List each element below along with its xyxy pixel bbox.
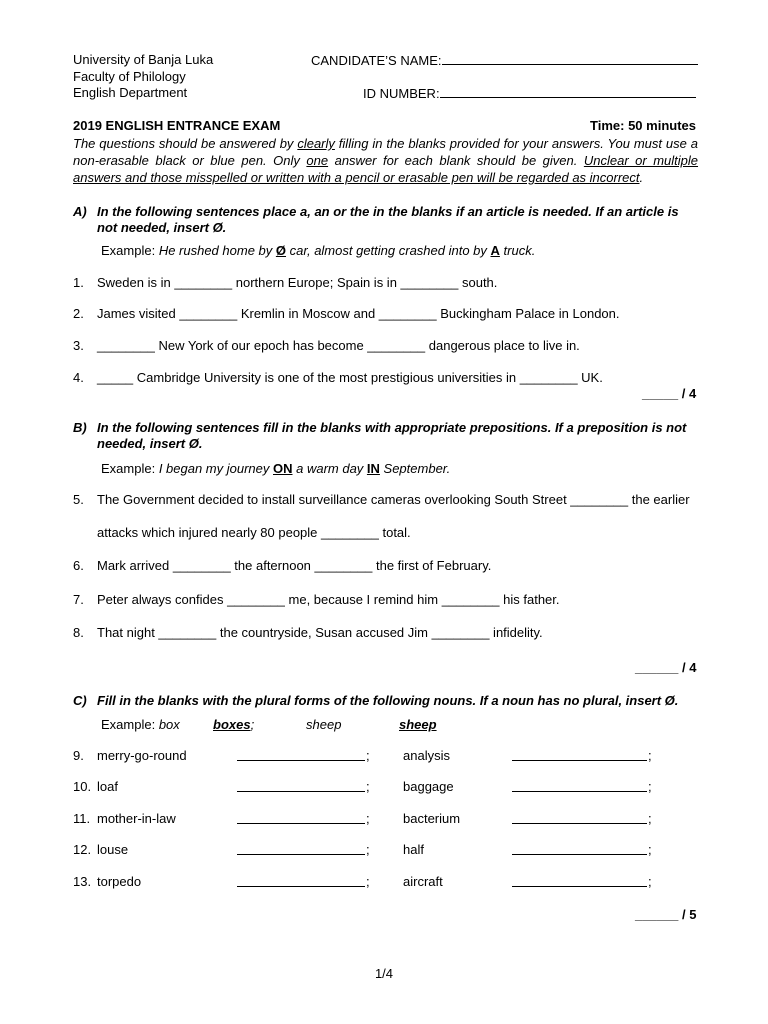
department-name: English Department <box>73 85 188 100</box>
example-answer: Ø <box>275 243 287 258</box>
question-number: 10. <box>73 779 92 794</box>
question-8[interactable] <box>73 625 543 640</box>
candidate-name-row <box>311 52 698 68</box>
question-1[interactable] <box>73 275 497 290</box>
example-answer: ON <box>273 461 293 476</box>
example-noun: sheep <box>306 717 342 732</box>
section-b-score: ______ / 4 <box>635 660 697 675</box>
question-3[interactable] <box>73 338 580 353</box>
example-label: Example: <box>101 461 159 476</box>
question-7[interactable] <box>73 592 560 607</box>
noun-left: loaf <box>97 779 118 794</box>
example-separator: ; <box>250 717 255 732</box>
separator: ; <box>648 811 652 826</box>
question-number: 4. <box>73 370 84 385</box>
section-b-example <box>101 461 450 476</box>
candidate-name-label: CANDIDATE’S NAME: <box>311 53 442 68</box>
section-a-score: _____ / 4 <box>642 386 697 401</box>
question-4[interactable] <box>73 370 603 385</box>
section-instruction: Fill in the blanks with the plural forms of the following nouns. If a noun has no plural, insert Ø. <box>97 693 679 708</box>
question-number: 12. <box>73 842 92 857</box>
example-answer-1 <box>213 717 254 732</box>
example-text: car, almost getting crashed into by <box>286 243 491 258</box>
noun-right: analysis <box>403 748 450 763</box>
example-noun: box <box>158 717 180 732</box>
section-c-heading <box>73 693 698 709</box>
question-number: 5. <box>73 492 84 507</box>
noun-left: louse <box>97 842 129 857</box>
separator: ; <box>648 874 652 889</box>
example-text: truck. <box>499 243 536 258</box>
faculty-name: Faculty of Philology <box>73 68 186 84</box>
question-9 <box>73 748 713 764</box>
noun-right: aircraft <box>403 874 443 889</box>
section-letter: A) <box>73 204 87 219</box>
question-number: 6. <box>73 558 84 573</box>
question-number: 3. <box>73 338 84 353</box>
page-number: 1/4 <box>374 966 394 981</box>
instr-part: . <box>639 170 644 185</box>
instr-emphasis-clearly: clearly <box>297 136 335 151</box>
noun-left: torpedo <box>97 874 142 889</box>
section-letter: B) <box>73 420 87 435</box>
exam-instructions <box>73 135 698 186</box>
question-text: _____ Cambridge University is one of the most prestigious universities in ________ UK. <box>97 370 603 385</box>
section-letter: C) <box>73 693 87 708</box>
noun-left: mother-in-law <box>97 811 176 826</box>
section-a-example <box>101 243 535 258</box>
question-text: Mark arrived ________ the afternoon ________ the first of February. <box>97 558 492 573</box>
instr-part: answer for each blank should be given. <box>328 153 584 168</box>
question-text: Sweden is in ________ northern Europe; Spain is in ________ south. <box>97 275 498 290</box>
question-11 <box>73 811 713 827</box>
example-answer: boxes <box>213 717 251 732</box>
example-text: a warm day <box>292 461 367 476</box>
example-answer: A <box>490 243 500 258</box>
noun-right: bacterium <box>403 811 461 826</box>
question-12 <box>73 842 713 858</box>
separator: ; <box>366 842 370 857</box>
separator: ; <box>366 811 370 826</box>
institution-block <box>73 52 213 102</box>
separator: ; <box>366 748 370 763</box>
separator: ; <box>366 874 370 889</box>
question-text: James visited ________ Kremlin in Moscow and ________ Buckingham Palace in London. <box>97 306 620 321</box>
question-text: ________ New York of our epoch has become ________ dangerous place to live in. <box>97 338 580 353</box>
separator: ; <box>648 779 652 794</box>
question-text: Peter always confides ________ me, because I remind him ________ his father. <box>97 592 560 607</box>
separator: ; <box>366 779 370 794</box>
separator: ; <box>648 748 652 763</box>
question-number: 13. <box>73 874 92 889</box>
example-label: Example: <box>101 717 159 732</box>
instr-emphasis-one: one <box>306 153 329 168</box>
instr-part: The questions should be answered by <box>73 136 298 151</box>
section-c-score: ______ / 5 <box>635 907 697 922</box>
question-10 <box>73 779 713 795</box>
example-label: Example: <box>101 243 159 258</box>
question-number: 8. <box>73 625 84 640</box>
noun-right: half <box>403 842 424 857</box>
section-instruction: In the following sentences fill in the blanks with appropriate prepositions. If a preposition is not needed, insert Ø. <box>97 420 687 451</box>
example-answer: IN <box>366 461 380 476</box>
exam-time: Time: 50 minutes <box>590 118 696 133</box>
question-number: 7. <box>73 592 84 607</box>
question-13 <box>73 874 713 890</box>
question-number: 9. <box>73 748 84 763</box>
exam-title: 2019 ENGLISH ENTRANCE EXAM <box>73 118 281 133</box>
id-number-row <box>363 85 696 101</box>
section-c-example <box>101 717 437 732</box>
question-text: The Government decided to install surveillance cameras overlooking South Street ________ the earlier <box>97 492 690 507</box>
candidate-name-field[interactable] <box>442 52 698 65</box>
section-b-heading <box>73 420 698 452</box>
question-6[interactable] <box>73 558 491 573</box>
section-instruction: In the following sentences place a, an or the in the blanks if an article is needed. If an article is not needed, insert Ø. <box>97 204 679 235</box>
question-number: 2. <box>73 306 84 321</box>
example-text: He rushed home by <box>158 243 276 258</box>
instr-warning: Unclear or multiple answers and those misspelled or written with a pencil or erasable pen will be regarded as incorrect <box>73 153 699 185</box>
noun-right: baggage <box>403 779 454 794</box>
instr-part: filling in the blanks provided for your answers. You must use a non-erasable black or blue pen. Only <box>73 136 698 168</box>
id-number-label: ID NUMBER: <box>363 86 440 101</box>
separator: ; <box>648 842 652 857</box>
question-5[interactable] <box>73 492 690 507</box>
university-name: University of Banja Luka <box>73 52 214 67</box>
question-5-continued[interactable]: attacks which injured nearly 80 people ________ total. <box>97 525 411 540</box>
noun-left: merry-go-round <box>97 748 187 763</box>
section-a-heading <box>73 204 698 236</box>
example-text: I began my journey <box>158 461 273 476</box>
example-text: September. <box>379 461 451 476</box>
exam-title-row <box>73 118 696 133</box>
example-answer: sheep <box>399 717 437 732</box>
question-text: That night ________ the countryside, Susan accused Jim ________ infidelity. <box>97 625 543 640</box>
question-number: 11. <box>73 811 91 826</box>
id-number-field[interactable] <box>440 85 696 98</box>
question-2[interactable] <box>73 306 620 321</box>
question-number: 1. <box>73 275 84 290</box>
